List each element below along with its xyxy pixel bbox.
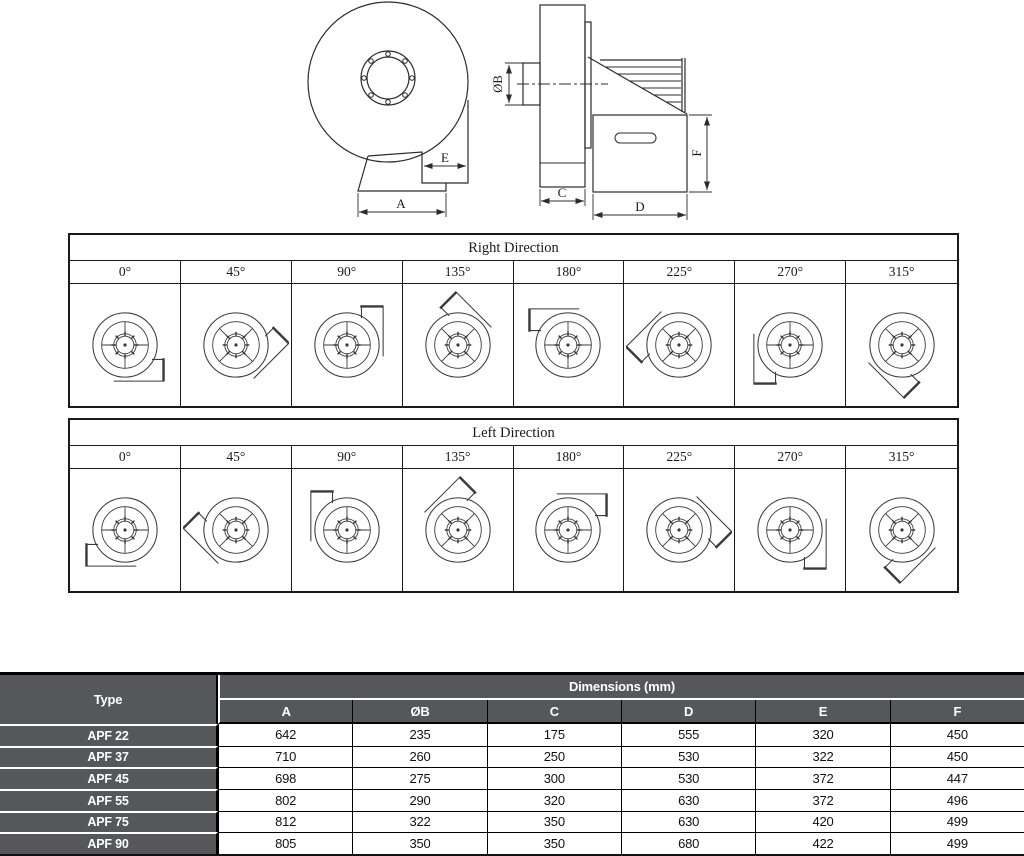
row-type-apf22: APF 22 <box>0 724 218 746</box>
motor-support-diagonal <box>588 57 687 114</box>
dimension-f <box>689 115 712 192</box>
dim-label-a: A <box>396 196 406 211</box>
dimension-a <box>358 193 446 217</box>
fan-orientation-icon <box>626 471 732 589</box>
left-direction-angle-row <box>70 446 957 469</box>
fan-orientation-icon <box>405 286 511 404</box>
table-cell: 447 <box>890 767 1024 789</box>
dimension-d <box>593 194 687 220</box>
orientation-cell-right-90 <box>292 284 403 406</box>
table-cell: 350 <box>487 811 621 833</box>
table-cell: 698 <box>218 767 352 789</box>
table-cell: 450 <box>890 746 1024 768</box>
fan-orientation-icon <box>183 471 289 589</box>
type-column-header: Type <box>0 675 218 724</box>
orientation-cell-right-270 <box>735 284 846 406</box>
dimensions-table <box>0 672 1024 856</box>
table-cell: 680 <box>621 832 755 854</box>
row-type-apf90: APF 90 <box>0 832 218 854</box>
dimension-e <box>424 150 466 166</box>
row-type-apf45: APF 45 <box>0 767 218 789</box>
orientation-cell-right-135 <box>403 284 514 406</box>
column-header-f: F <box>890 700 1024 724</box>
angle-label: 135° <box>403 446 514 469</box>
fan-orientation-icon <box>72 286 178 404</box>
fan-orientation-icon <box>737 286 843 404</box>
row-type-apf75: APF 75 <box>0 811 218 833</box>
orientation-cell-left-180 <box>514 469 625 591</box>
table-cell: 499 <box>890 811 1024 833</box>
fan-orientation-icon <box>849 286 955 404</box>
table-cell: 630 <box>621 789 755 811</box>
housing-side <box>540 5 585 187</box>
orientation-cell-right-45 <box>181 284 292 406</box>
angle-label: 90° <box>292 446 403 469</box>
column-header-e: E <box>755 700 889 724</box>
left-direction-title: Left Direction <box>70 420 957 446</box>
orientation-cell-right-225 <box>624 284 735 406</box>
angle-label: 90° <box>292 261 403 284</box>
outlet-duct-front <box>368 100 468 183</box>
table-cell: 260 <box>352 746 486 768</box>
table-cell: 175 <box>487 724 621 746</box>
left-direction-table <box>68 418 959 593</box>
angle-label: 45° <box>181 446 292 469</box>
right-direction-title: Right Direction <box>70 235 957 261</box>
fan-front-view-drawing <box>293 0 485 228</box>
table-cell: 300 <box>487 767 621 789</box>
table-cell: 320 <box>487 789 621 811</box>
table-cell: 290 <box>352 789 486 811</box>
scroll-housing-outline <box>308 2 468 162</box>
table-cell: 496 <box>890 789 1024 811</box>
dim-label-d: D <box>635 199 645 214</box>
angle-label: 135° <box>403 261 514 284</box>
base-slot <box>615 133 656 143</box>
fan-orientation-icon <box>72 471 178 589</box>
table-cell: 710 <box>218 746 352 768</box>
row-type-apf55: APF 55 <box>0 789 218 811</box>
orientation-cell-left-315 <box>846 469 957 591</box>
dimension-c <box>540 185 585 206</box>
table-cell: 630 <box>621 811 755 833</box>
table-cell: 530 <box>621 746 755 768</box>
table-cell: 802 <box>218 789 352 811</box>
flange-bolt-holes <box>362 52 415 105</box>
column-header-c: C <box>487 700 621 724</box>
table-cell: 250 <box>487 746 621 768</box>
angle-label: 225° <box>624 261 735 284</box>
table-cell: 235 <box>352 724 486 746</box>
dim-label-b: ØB <box>491 75 505 93</box>
angle-label: 45° <box>181 261 292 284</box>
table-cell: 499 <box>890 832 1024 854</box>
column-header-d: D <box>621 700 755 724</box>
table-cell: 372 <box>755 767 889 789</box>
fan-orientation-icon <box>294 471 400 589</box>
base-box <box>593 115 687 192</box>
angle-label: 315° <box>846 261 957 284</box>
orientation-cell-right-180 <box>514 284 625 406</box>
orientation-cell-left-225 <box>624 469 735 591</box>
right-direction-table <box>68 233 959 408</box>
column-header-b: ØB <box>352 700 486 724</box>
table-cell: 372 <box>755 789 889 811</box>
column-header-a: A <box>218 700 352 724</box>
motor-hatched <box>600 58 685 112</box>
fan-orientation-icon <box>183 286 289 404</box>
angle-label: 0° <box>70 261 181 284</box>
table-cell: 322 <box>755 746 889 768</box>
fan-orientation-icon <box>515 286 621 404</box>
table-cell: 555 <box>621 724 755 746</box>
fan-orientation-icon <box>405 471 511 589</box>
angle-label: 270° <box>735 261 846 284</box>
fan-orientation-icon <box>626 286 732 404</box>
orientation-cell-right-0 <box>70 284 181 406</box>
orientation-cell-left-45 <box>181 469 292 591</box>
table-cell: 350 <box>352 832 486 854</box>
angle-label: 315° <box>846 446 957 469</box>
table-cell: 275 <box>352 767 486 789</box>
table-cell: 422 <box>755 832 889 854</box>
angle-label: 0° <box>70 446 181 469</box>
table-cell: 322 <box>352 811 486 833</box>
fan-orientation-icon <box>849 471 955 589</box>
right-direction-angle-row <box>70 261 957 284</box>
fan-orientation-icon <box>515 471 621 589</box>
dim-label-f: F <box>689 149 704 157</box>
fan-side-view-drawing <box>486 0 726 228</box>
table-cell: 420 <box>755 811 889 833</box>
table-cell: 350 <box>487 832 621 854</box>
orientation-cell-left-135 <box>403 469 514 591</box>
angle-label: 270° <box>735 446 846 469</box>
table-cell: 320 <box>755 724 889 746</box>
orientation-cell-left-0 <box>70 469 181 591</box>
dim-label-c: C <box>557 185 567 200</box>
angle-label: 180° <box>514 261 625 284</box>
row-type-apf37: APF 37 <box>0 746 218 768</box>
fan-orientation-icon <box>294 286 400 404</box>
table-cell: 642 <box>218 724 352 746</box>
angle-label: 225° <box>624 446 735 469</box>
right-direction-icon-row <box>70 284 957 406</box>
table-cell: 530 <box>621 767 755 789</box>
mounting-plate <box>585 22 591 148</box>
table-cell: 812 <box>218 811 352 833</box>
orientation-cell-left-270 <box>735 469 846 591</box>
fan-orientation-icon <box>737 471 843 589</box>
table-cell: 805 <box>218 832 352 854</box>
dim-label-e: E <box>441 150 449 165</box>
dimensions-header: Dimensions (mm) <box>218 675 1024 700</box>
angle-label: 180° <box>514 446 625 469</box>
orientation-cell-right-315 <box>846 284 957 406</box>
inlet-flange-inner <box>367 57 409 99</box>
orientation-cell-left-90 <box>292 469 403 591</box>
left-direction-icon-row <box>70 469 957 591</box>
table-cell: 450 <box>890 724 1024 746</box>
